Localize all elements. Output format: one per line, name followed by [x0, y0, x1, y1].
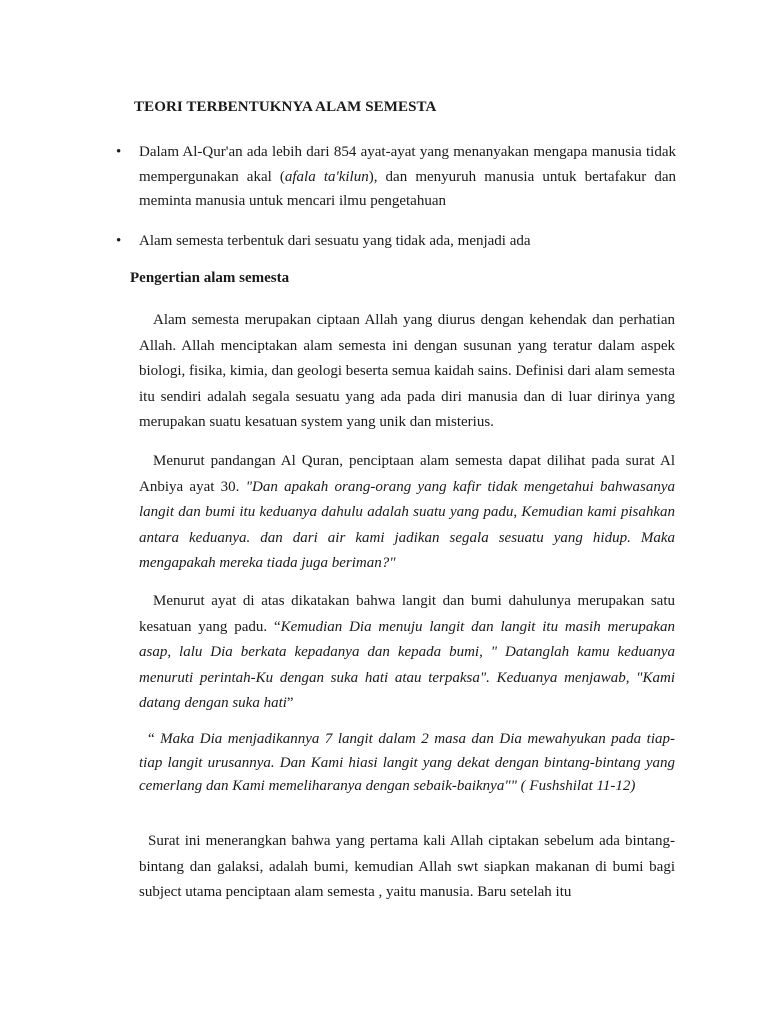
quran-quote: Kemudian Dia menuju langit dan langit itu masih merupakan asap, lalu Dia berkata kepadanya dan kepada bumi, " Datanglah kamu keduanya menuruti perintah-Ku dengan suka hati atau terpaksa". Keduanya menjawab, "Kami datang dengan suka hati: [139, 618, 676, 711]
paragraph-definition: [139, 308, 675, 436]
paragraph-surah-explanation: [139, 829, 675, 906]
paragraph-quran-view: [139, 449, 675, 577]
quran-quote: Maka Dia menjadikannya 7 langit dalam 2 masa dan Dia mewahyukan pada tiap-tiap langit urusannya. Dan Kami hiasi langit yang dekat dengan bintang-bintang yang cemerlang dan Kami memeliharanya dengan sebaik-baiknya"" ( Fushshilat 11-12): [139, 731, 675, 794]
document-title: TEORI TERBENTUKNYA ALAM SEMESTA: [134, 99, 437, 115]
bullet-item: [116, 229, 676, 254]
bullet-italic-term: afala ta'kilun: [284, 168, 369, 185]
paragraph-text: Surat ini menerangkan bahwa yang pertama kali Allah ciptakan sebelum ada bintang-bintang dan galaksi, adalah bumi, kemudian Allah swt siapkan makanan di bumi bagi subject utama penciptaan alam semesta , yaitu manusia. Baru setelah itu: [139, 833, 675, 900]
paragraph-text: Alam semesta merupakan ciptaan Allah yang diurus dengan kehendak dan perhatian Allah. Allah menciptakan alam semesta ini dengan susunan yang teratur dalam aspek biologi, fisika, kimia, dan geologi beserta semua kaidah sains. Definisi dari alam semesta itu sendiri adalah segala sesuatu yang ada pada diri manusia dan di luar dirinya yang merupakan suatu kesatuan system yang unik dan misterius.: [139, 312, 675, 430]
bullet-text: Alam semesta terbentuk dari sesuatu yang tidak ada, menjadi ada: [139, 233, 531, 249]
quran-quote: "Dan apakah orang-orang yang kafir tidak mengetahui bahwasanya langit dan bumi itu keduanya dahulu adalah suatu yang padu, Kemudian kami pisahkan antara keduanya. dan dari air kami jadikan segala sesuatu yang hidup. Maka mengapakah mereka tiada juga beriman?": [139, 478, 675, 571]
paragraph-fushshilat-quote: [139, 728, 675, 799]
quote-open: “: [148, 731, 161, 747]
bullet-text: [139, 140, 676, 214]
paragraph-verse-explanation: [139, 589, 675, 717]
bullet-item: [116, 140, 676, 214]
bullet-text-part: ), dan menyuruh manusia untuk bertafakur dan meminta manusia untuk mencari ilmu pengetahuan: [139, 168, 677, 209]
bullet-symbol: •: [116, 233, 122, 249]
paragraph-text: Menurut ayat di atas dikatakan bahwa langit dan bumi dahulunya merupakan satu kesatuan yang padu. “: [139, 593, 675, 635]
bullet-symbol: •: [116, 144, 122, 160]
paragraph-text: ”: [286, 695, 294, 711]
paragraph-text: Menurut pandangan Al Quran, penciptaan alam semesta dapat dilihat pada surat Al Anbiya ayat 30.: [139, 453, 675, 495]
section-heading: Pengertian alam semesta: [130, 270, 290, 286]
bullet-text-part: Dalam Al-Qur'an ada lebih dari 854 ayat-ayat yang menanyakan mengapa manusia tidak mempergunakan akal (: [139, 144, 676, 185]
